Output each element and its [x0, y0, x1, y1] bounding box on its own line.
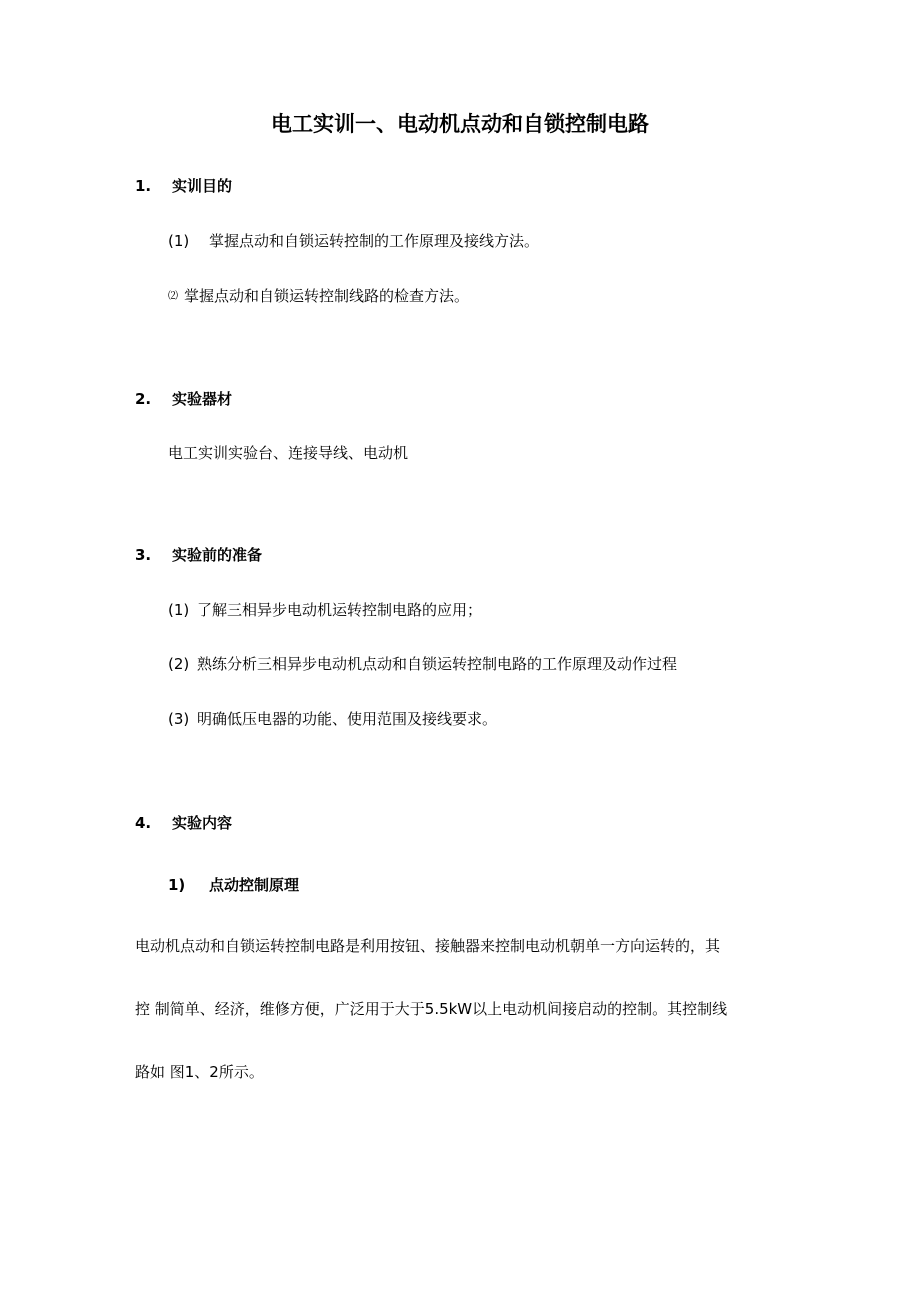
subsection-1-heading: 点动控制原理 — [209, 876, 300, 894]
paragraph-line-2: 控 制简单、经济，维修方便，广泛用于大于5.5kW以上电动机间接启动的控制。其控制线 — [135, 1000, 728, 1018]
document-title: 电工实训一、电动机点动和自锁控制电路 — [271, 112, 649, 136]
paragraph-line-3: 路如 图1、2所示。 — [135, 1063, 264, 1081]
paragraph-line-1: 电动机点动和自锁运转控制电路是利用按钮、接触器来控制电动机朝单一方向运转的，其 — [135, 937, 721, 955]
item-marker: (1) — [168, 601, 190, 619]
subsection-1-marker: 1) — [168, 876, 186, 894]
item-marker: (3) — [168, 710, 190, 728]
item-text: 掌握点动和自锁运转控制线路的检查方法。 — [184, 287, 470, 305]
item-text: 掌握点动和自锁运转控制的工作原理及接线方法。 — [209, 232, 540, 250]
section-1-number: 1. — [135, 177, 152, 195]
section-3-heading: 实验前的准备 — [172, 546, 263, 564]
section-2-number: 2. — [135, 390, 152, 408]
item-marker: ⑵ — [168, 291, 178, 302]
section-3-number: 3. — [135, 546, 152, 564]
item-text: 熟练分析三相异步电动机点动和自锁运转控制电路的工作原理及动作过程 — [197, 655, 678, 673]
section-4-heading: 实验内容 — [172, 814, 233, 832]
section-2-text: 电工实训实验台、连接导线、电动机 — [168, 444, 409, 462]
item-marker: (2) — [168, 655, 190, 673]
section-4-number: 4. — [135, 814, 152, 832]
section-2-heading: 实验器材 — [172, 390, 233, 408]
item-marker: (1) — [168, 232, 190, 250]
section-1-heading: 实训目的 — [172, 177, 233, 195]
item-text: 明确低压电器的功能、使用范围及接线要求。 — [197, 710, 498, 728]
item-text: 了解三相异步电动机运转控制电路的应用； — [197, 601, 483, 619]
